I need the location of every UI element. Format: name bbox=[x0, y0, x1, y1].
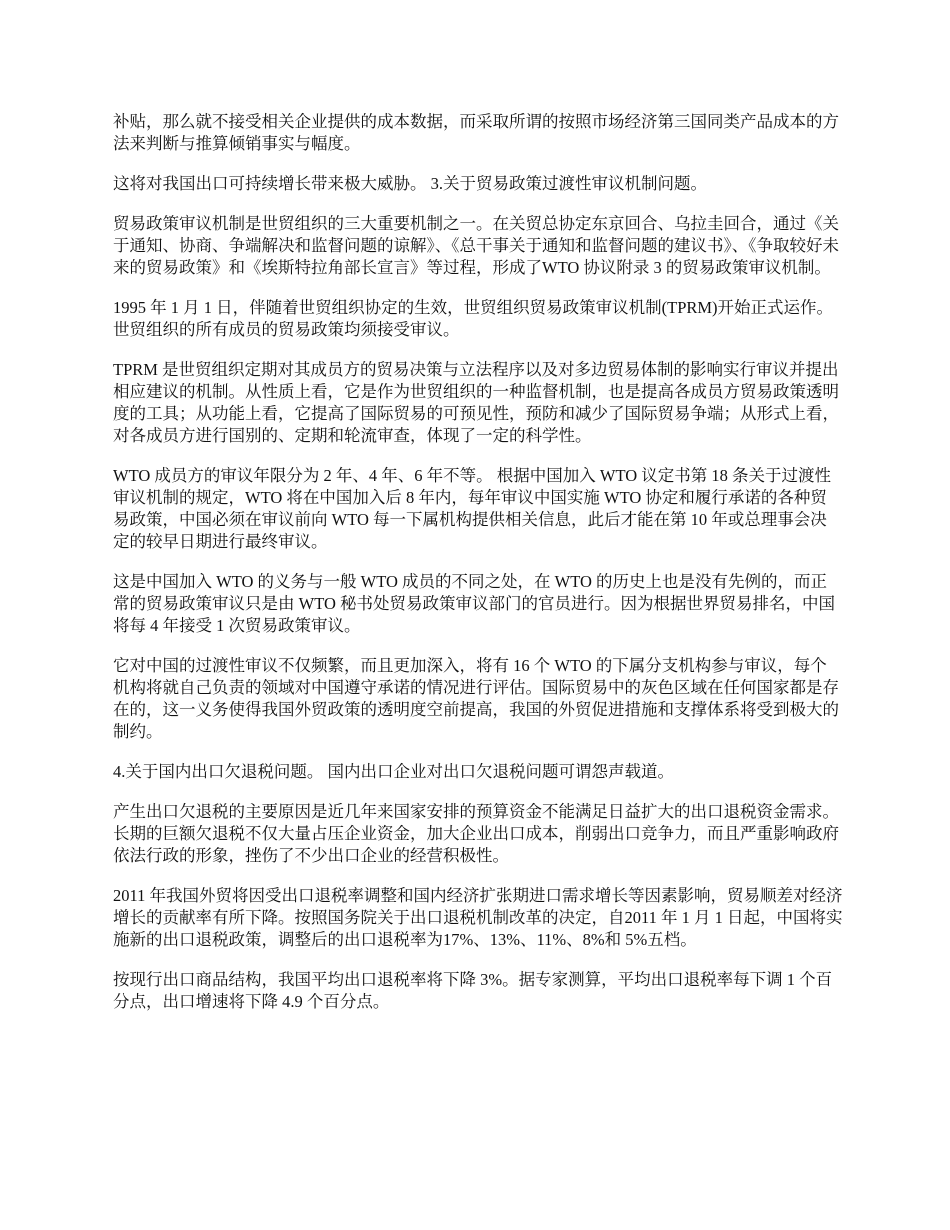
paragraph: 2011 年我国外贸将因受出口退税率调整和国内经济扩张期进口需求增长等因素影响，贸易顺差对经济增长的贡献率有所下降。按照国务院关于出口退税机制改革的决定，自2011 年 1 月 1 日起，中国将实施新的出口退税政策，调整后的出口退税率为17%、13%、11%、8%和 5%五档。 bbox=[113, 886, 843, 949]
paragraph: 它对中国的过渡性审议不仅频繁，而且更加深入，将有 16 个 WTO 的下属分支机构参与审议，每个机构将就自己负责的领域对中国遵守承诺的情况进行评估。国际贸易中的灰色区域在任何国家都是存在的，这一义务使得我国外贸政策的透明度空前提高，我国的外贸促进措施和支撑体系将受到极大的制约。 bbox=[113, 656, 839, 741]
paragraph: WTO 成员方的审议年限分为 2 年、4 年、6 年不等。 根据中国加入 WTO 议定书第 18 条关于过渡性审议机制的规定，WTO 将在中国加入后 8 年内，每年审议中国实施 WTO 协定和履行承诺的各种贸易政策，中国必须在审议前向 WTO 每一下属机构提供相关信息，此后才能在第 10 年或总理事会决定的较早日期进行最终审议。 bbox=[113, 466, 832, 551]
paragraph: 按现行出口商品结构，我国平均出口退税率将下降 3%。据专家测算，平均出口退税率每下调 1 个百分点，出口增速将下降 4.9 个百分点。 bbox=[113, 970, 833, 1011]
paragraph: TPRM 是世贸组织定期对其成员方的贸易决策与立法程序以及对多边贸易体制的影响实行审议并提出相应建议的机制。从性质上看，它是作为世贸组织的一种监督机制，也是提高各成员方贸易政策透明度的工具；从功能上看，它提高了国际贸易的可预见性，预防和减少了国际贸易争端；从形式上看，对各成员方进行国别的、定期和轮流审查，体现了一定的科学性。 bbox=[113, 360, 839, 445]
paragraph: 补贴，那么就不接受相关企业提供的成本数据，而采取所谓的按照市场经济第三国同类产品成本的方法来判断与推算倾销事实与幅度。 bbox=[113, 112, 839, 153]
paragraph: 1995 年 1 月 1 日，伴随着世贸组织协定的生效，世贸组织贸易政策审议机制(TPRM)开始正式运作。世贸组织的所有成员的贸易政策均须接受审议。 bbox=[113, 298, 834, 339]
paragraph: 贸易政策审议机制是世贸组织的三大重要机制之一。在关贸总协定东京回合、乌拉圭回合，通过《关于通知、协商、争端解决和监督问题的谅解》、《总干事关于通知和监督问题的建议书》、《争取较好未来的贸易政策》和《埃斯特拉角部长宣言》等过程，形成了WTO 协议附录 3 的贸易政策审议机制。 bbox=[113, 214, 839, 277]
document-body bbox=[113, 111, 843, 1031]
paragraph: 4.关于国内出口欠退税问题。 国内出口企业对出口欠退税问题可谓怨声载道。 bbox=[113, 762, 674, 781]
paragraph: 这将对我国出口可持续增长带来极大威胁。 3.关于贸易政策过渡性审议机制问题。 bbox=[113, 174, 707, 193]
paragraph: 产生出口欠退税的主要原因是近几年来国家安排的预算资金不能满足日益扩大的出口退税资金需求。长期的巨额欠退税不仅大量占压企业资金，加大企业出口成本，削弱出口竞争力，而且严重影响政府依法行政的形象，挫伤了不少出口企业的经营积极性。 bbox=[113, 802, 839, 865]
paragraph: 这是中国加入 WTO 的义务与一般 WTO 成员的不同之处，在 WTO 的历史上也是没有先例的，而正常的贸易政策审议只是由 WTO 秘书处贸易政策审议部门的官员进行。因为根据世界贸易排名，中国将每 4 年接受 1 次贸易政策审议。 bbox=[113, 572, 836, 635]
